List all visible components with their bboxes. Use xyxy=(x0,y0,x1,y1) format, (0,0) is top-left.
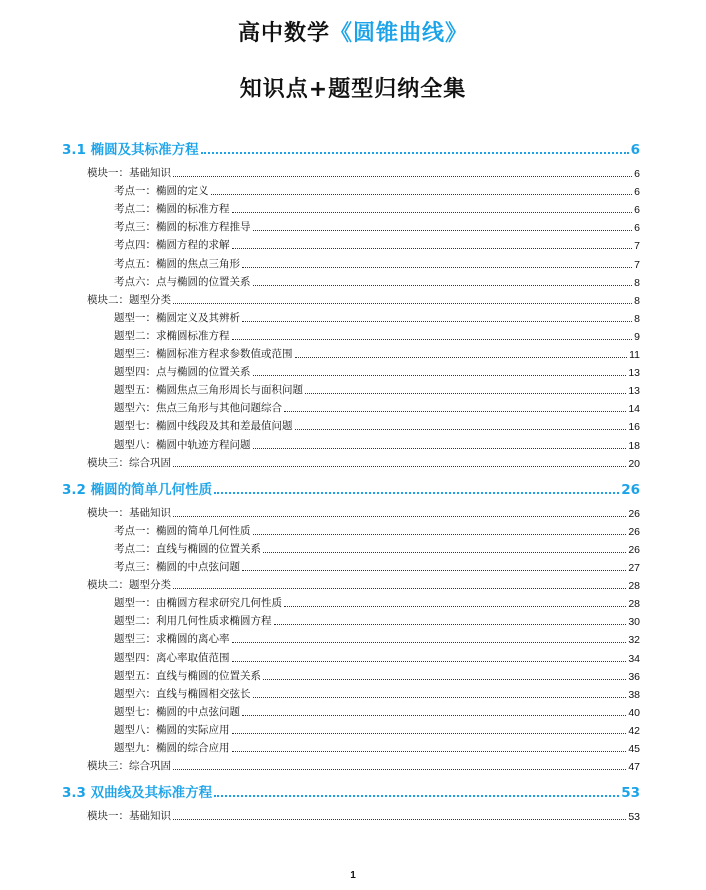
toc-page-number: 18 xyxy=(628,439,640,452)
toc-item[interactable] xyxy=(114,257,640,271)
dot-leader xyxy=(173,818,626,820)
toc-module-label: 模块一：基础知识 xyxy=(87,167,171,179)
toc-item-label: 题型七：椭圆的中点弦问题 xyxy=(114,705,240,718)
toc-item[interactable] xyxy=(114,741,640,755)
toc-item[interactable] xyxy=(114,542,640,556)
toc-item[interactable] xyxy=(114,651,640,665)
dot-leader xyxy=(214,491,619,494)
dot-leader xyxy=(242,320,632,322)
toc-module-label: 模块三：综合巩固 xyxy=(87,456,171,469)
toc-item-label: 题型四：点与椭圆的位置关系 xyxy=(114,366,251,379)
toc-page-number: 32 xyxy=(628,634,640,647)
toc-item-label: 题型二：利用几何性质求椭圆方程 xyxy=(114,615,272,628)
dot-leader xyxy=(173,587,626,589)
toc-item-label: 题型二：求椭圆标准方程 xyxy=(114,329,230,342)
dot-leader xyxy=(305,392,626,394)
toc-item-label: 题型五：直线与椭圆的位置关系 xyxy=(114,669,261,682)
toc-page-number: 34 xyxy=(628,652,640,665)
toc-page-number: 6 xyxy=(634,222,640,235)
toc-module[interactable] xyxy=(87,293,640,307)
toc-item-label: 考点三：椭圆的标准方程推导 xyxy=(114,221,251,234)
toc-item[interactable] xyxy=(114,202,640,216)
toc-section-label: 3.3 双曲线及其标准方程 xyxy=(62,785,213,802)
toc-item[interactable] xyxy=(114,723,640,737)
toc-page-number: 26 xyxy=(628,507,640,520)
dot-leader xyxy=(253,374,627,376)
toc-page-number: 14 xyxy=(628,403,640,416)
dot-leader xyxy=(253,533,627,535)
dot-leader xyxy=(173,302,632,304)
toc-item-label: 题型一：由椭圆方程求研究几何性质 xyxy=(114,597,282,610)
toc-item-label: 题型一：椭圆定义及其辨析 xyxy=(114,311,240,324)
toc-page-number: 28 xyxy=(628,580,640,593)
toc-module[interactable] xyxy=(87,166,640,180)
toc-item[interactable] xyxy=(114,184,640,198)
toc-item[interactable] xyxy=(114,238,640,252)
toc-page-number: 11 xyxy=(629,349,640,361)
toc-item[interactable] xyxy=(114,705,640,719)
toc-page-number: 26 xyxy=(628,525,640,538)
toc-page-number: 26 xyxy=(628,543,640,556)
toc-page-number: 26 xyxy=(621,481,640,498)
toc-module-label: 模块二：题型分类 xyxy=(87,579,171,592)
toc-item-label: 题型八：椭圆的实际应用 xyxy=(114,723,230,736)
toc-item[interactable] xyxy=(114,347,640,361)
toc-page-number: 13 xyxy=(628,385,640,398)
toc-page-number: 6 xyxy=(634,186,640,199)
toc-item[interactable] xyxy=(114,275,640,289)
toc-item[interactable] xyxy=(114,365,640,379)
toc-module[interactable] xyxy=(87,578,640,592)
toc-item-label: 题型五：椭圆焦点三角形周长与面积问题 xyxy=(114,384,303,397)
toc-page-number: 6 xyxy=(634,204,640,217)
toc-page-number: 40 xyxy=(628,706,640,719)
toc-page-number: 16 xyxy=(628,421,640,434)
dot-leader xyxy=(284,605,626,607)
toc-page-number: 8 xyxy=(634,276,640,289)
toc-section[interactable] xyxy=(62,783,640,801)
toc-page-number: 7 xyxy=(634,258,640,271)
dot-leader xyxy=(253,696,627,698)
dot-leader xyxy=(173,515,626,517)
toc-item-label: 考点二：直线与椭圆的位置关系 xyxy=(114,542,261,555)
toc-item-label: 考点六：点与椭圆的位置关系 xyxy=(114,275,251,288)
toc-item[interactable] xyxy=(114,401,640,415)
page-number: 1 xyxy=(350,870,356,881)
dot-leader xyxy=(263,551,626,553)
toc-page-number: 45 xyxy=(628,743,640,755)
dot-leader xyxy=(295,428,627,430)
toc-page-number: 13 xyxy=(628,367,640,380)
dot-leader xyxy=(173,768,626,770)
dot-leader xyxy=(232,211,633,213)
toc-page-number: 6 xyxy=(634,168,640,180)
toc-item[interactable] xyxy=(114,632,640,646)
toc-page-number: 38 xyxy=(628,688,640,701)
toc-page-number: 6 xyxy=(630,142,640,158)
dot-leader xyxy=(253,229,633,231)
dot-leader xyxy=(232,247,633,249)
dot-leader xyxy=(253,447,627,449)
toc-item[interactable] xyxy=(114,524,640,538)
toc-item-label: 考点三：椭圆的中点弦问题 xyxy=(114,561,240,573)
toc-page-number: 8 xyxy=(634,312,640,325)
toc-item[interactable] xyxy=(114,596,640,610)
toc-section[interactable] xyxy=(62,140,640,158)
dot-leader xyxy=(295,356,628,358)
toc-item-label: 题型三：椭圆标准方程求参数值或范围 xyxy=(114,348,293,360)
toc-page-number: 7 xyxy=(634,240,640,253)
toc-module[interactable] xyxy=(87,809,640,823)
toc-item-label: 题型六：焦点三角形与其他问题综合 xyxy=(114,402,282,415)
toc-item-label: 题型八：椭圆中轨迹方程问题 xyxy=(114,438,251,451)
dot-leader xyxy=(173,175,632,177)
dot-leader xyxy=(232,750,627,752)
toc-page-number: 47 xyxy=(628,761,640,774)
toc-section-label: 3.1 椭圆及其标准方程 xyxy=(62,142,199,158)
dot-leader xyxy=(214,794,619,797)
dot-leader xyxy=(242,714,626,716)
toc-item-label: 题型四：离心率取值范围 xyxy=(114,651,230,664)
dot-leader xyxy=(173,465,626,467)
toc-module-label: 模块一：基础知识 xyxy=(87,506,171,519)
toc-page-number: 42 xyxy=(628,724,640,737)
toc-module-label: 模块二：题型分类 xyxy=(87,293,171,306)
title-prefix: 高中数学 xyxy=(237,21,330,46)
dot-leader xyxy=(263,678,626,680)
title-accent: 《圆锥曲线》 xyxy=(330,21,469,46)
dot-leader xyxy=(253,284,633,286)
toc-page-number: 53 xyxy=(628,811,640,824)
dot-leader xyxy=(242,569,626,571)
dot-leader xyxy=(232,338,633,340)
toc-item[interactable] xyxy=(114,329,640,343)
dot-leader xyxy=(274,623,627,625)
toc-module[interactable] xyxy=(87,759,640,773)
document-subtitle: 知识点+题型归纳全集 xyxy=(239,77,467,102)
toc-page-number: 20 xyxy=(628,457,640,470)
toc-item[interactable] xyxy=(114,220,640,234)
toc-item[interactable] xyxy=(114,419,640,433)
toc-item[interactable] xyxy=(114,614,640,628)
toc-section-label: 3.2 椭圆的简单几何性质 xyxy=(62,481,213,498)
toc-item-label: 题型三：求椭圆的离心率 xyxy=(114,633,230,646)
dot-leader xyxy=(201,151,629,154)
dot-leader xyxy=(232,641,627,643)
toc-module-label: 模块三：综合巩固 xyxy=(87,760,171,773)
toc-page-number: 27 xyxy=(628,562,640,574)
dot-leader xyxy=(232,660,627,662)
toc-item[interactable] xyxy=(114,438,640,452)
dot-leader xyxy=(232,732,627,734)
toc-item-label: 考点一：椭圆的简单几何性质 xyxy=(114,524,251,537)
toc-item-label: 考点二：椭圆的标准方程 xyxy=(114,203,230,216)
toc-section[interactable] xyxy=(62,480,640,498)
toc-item-label: 考点五：椭圆的焦点三角形 xyxy=(114,257,240,270)
dot-leader xyxy=(211,193,633,195)
toc-item-label: 题型六：直线与椭圆相交弦长 xyxy=(114,687,251,700)
toc-page-number: 8 xyxy=(634,294,640,307)
toc-page-number: 9 xyxy=(634,330,640,343)
toc-page-number: 53 xyxy=(621,785,640,802)
toc-page-number: 28 xyxy=(628,598,640,611)
toc-module-label: 模块一：基础知识 xyxy=(87,810,171,823)
toc-module[interactable] xyxy=(87,456,640,470)
toc-item[interactable] xyxy=(114,669,640,683)
toc-item-label: 题型七：椭圆中线段及其和差最值问题 xyxy=(114,420,293,433)
toc-item[interactable] xyxy=(114,687,640,701)
toc-item[interactable] xyxy=(114,383,640,397)
dot-leader xyxy=(284,410,626,412)
toc-module[interactable] xyxy=(87,506,640,520)
toc-item-label: 考点一：椭圆的定义 xyxy=(114,185,209,198)
toc-page-number: 30 xyxy=(628,616,640,629)
toc-page-number: 36 xyxy=(628,670,640,683)
dot-leader xyxy=(242,266,632,268)
toc-item[interactable] xyxy=(114,311,640,325)
toc-item-label: 题型九：椭圆的综合应用 xyxy=(114,742,230,754)
toc-item-label: 考点四：椭圆方程的求解 xyxy=(114,239,230,252)
toc-item[interactable] xyxy=(114,560,640,574)
